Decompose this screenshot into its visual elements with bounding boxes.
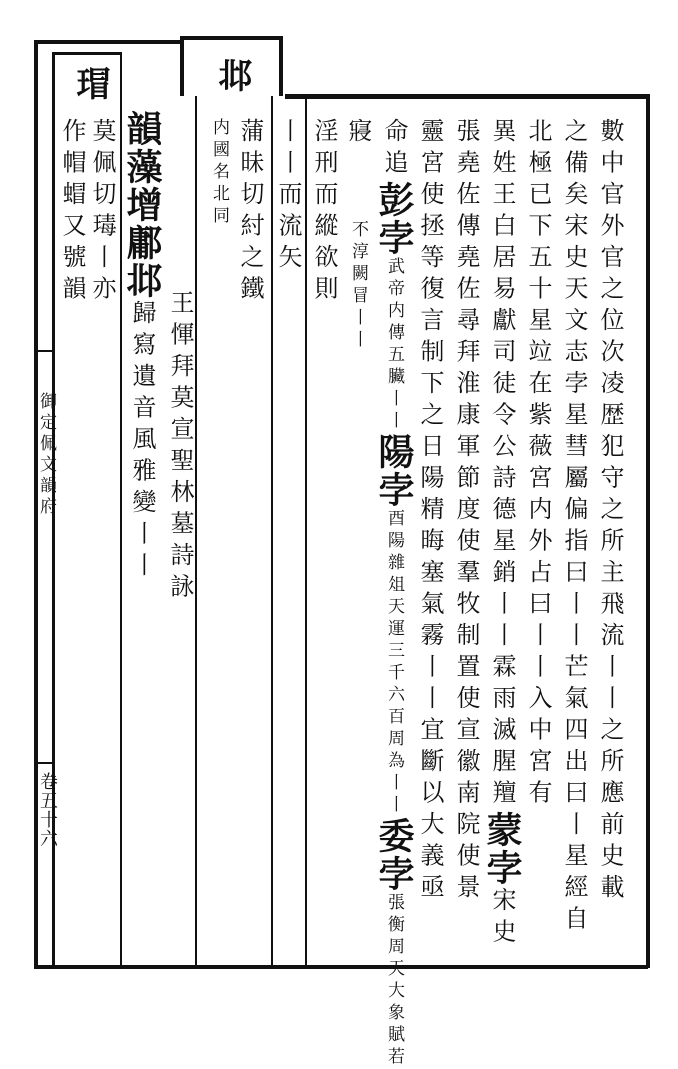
text-column-10 (274, 118, 302, 276)
text-run: 歸寫遺音風雅變丨丨 (128, 300, 156, 584)
annotation: 不淳闕冒丨丨 (348, 219, 368, 352)
text-run: 蒲昧切紂之鐵 (236, 118, 264, 307)
frame-right-rule (646, 94, 650, 968)
text-run: 命追 (380, 118, 408, 181)
annotation: 酉陽雜俎天運三千六百周為丨丨 (384, 509, 404, 817)
keyword: 委孛 (373, 817, 415, 893)
text-run: 異姓王白居易獻司徒令公詩德星銷丨丨霖雨滅腥羶 (488, 118, 516, 811)
text-run: 之備矣宋史天文志孛星彗屬偏指曰丨丨芒氣四出曰丨星經自 (560, 118, 588, 937)
text-column-2 (560, 118, 588, 937)
frame-headword-box-right-left (180, 36, 184, 96)
column-divider-4 (305, 96, 307, 966)
frame-bottom-rule (34, 965, 648, 969)
text-column-5 (452, 118, 480, 906)
text-column-13 (166, 290, 194, 605)
text-run: 數中官外官之位次凌歴犯守之所主飛流丨丨之所應前史載 (596, 118, 624, 906)
text-run: 作帽蝐又號韻 (58, 118, 86, 307)
keyword: 蒙孛 (481, 811, 523, 887)
text-column-9 (310, 118, 338, 307)
annotation: 武帝内傳五臟丨丨 (384, 257, 404, 433)
text-column-8 (344, 118, 372, 352)
frame-headword-box-right-right (279, 36, 283, 96)
keyword: 彭孛 (373, 181, 415, 257)
text-column-16 (58, 118, 86, 307)
text-run: 靈宮使拯等復言制下之日陽精晦塞氣霧丨丨宜斷以大義亟 (416, 118, 444, 906)
text-column-14 (121, 110, 163, 584)
annotation: 張衡周天大象賦若 (384, 893, 404, 1069)
book-title: 御定佩文韻府 (36, 392, 56, 518)
text-run: 淫刑而縱欲則 (310, 118, 338, 307)
keyword: 陽孛 (373, 433, 415, 509)
keyword: 鄘邶 (121, 224, 163, 300)
margin-fish-tail-top (34, 350, 54, 352)
frame-top-rule-left (34, 40, 180, 44)
text-column-11 (236, 118, 264, 307)
page-number: 卷五十六 (37, 772, 58, 848)
text-run: 張堯佐傳堯佐尋拜淮康軍節度使羣牧制置使宣徽南院使景 (452, 118, 480, 906)
headword-bei: 邶 (212, 58, 252, 94)
column-divider-3 (271, 96, 273, 966)
keyword: 韻藻增 (121, 110, 163, 224)
text-column-6 (416, 118, 444, 906)
text-column-15 (88, 118, 116, 307)
text-run: 莫佩切瑇丨亦 (88, 118, 116, 307)
headword-mao: 瑁 (70, 66, 110, 102)
frame-top-rule-right (285, 94, 648, 99)
text-run: 北極已下五十星竝在紫薇宮内外占曰丨丨入中宮有 (524, 118, 552, 811)
text-run: 王惲拜莫宣聖林墓詩詠 (166, 290, 194, 605)
annotation: 内國名北同 (209, 118, 229, 228)
text-column-3 (524, 118, 552, 811)
margin-fish-tail-bottom (34, 762, 54, 764)
text-column-4 (481, 118, 523, 950)
text-column-1 (596, 118, 624, 906)
text-run: 丨丨而流矢 (274, 118, 302, 276)
text-column-7 (373, 118, 415, 1069)
column-divider-2 (195, 96, 197, 966)
text-column-12 (205, 118, 233, 228)
frame-headword-box-left-inner (52, 52, 122, 55)
frame-headword-box-right-top (180, 36, 282, 40)
text-run: 寢 (344, 118, 372, 150)
text-run: 宋史 (488, 887, 516, 950)
